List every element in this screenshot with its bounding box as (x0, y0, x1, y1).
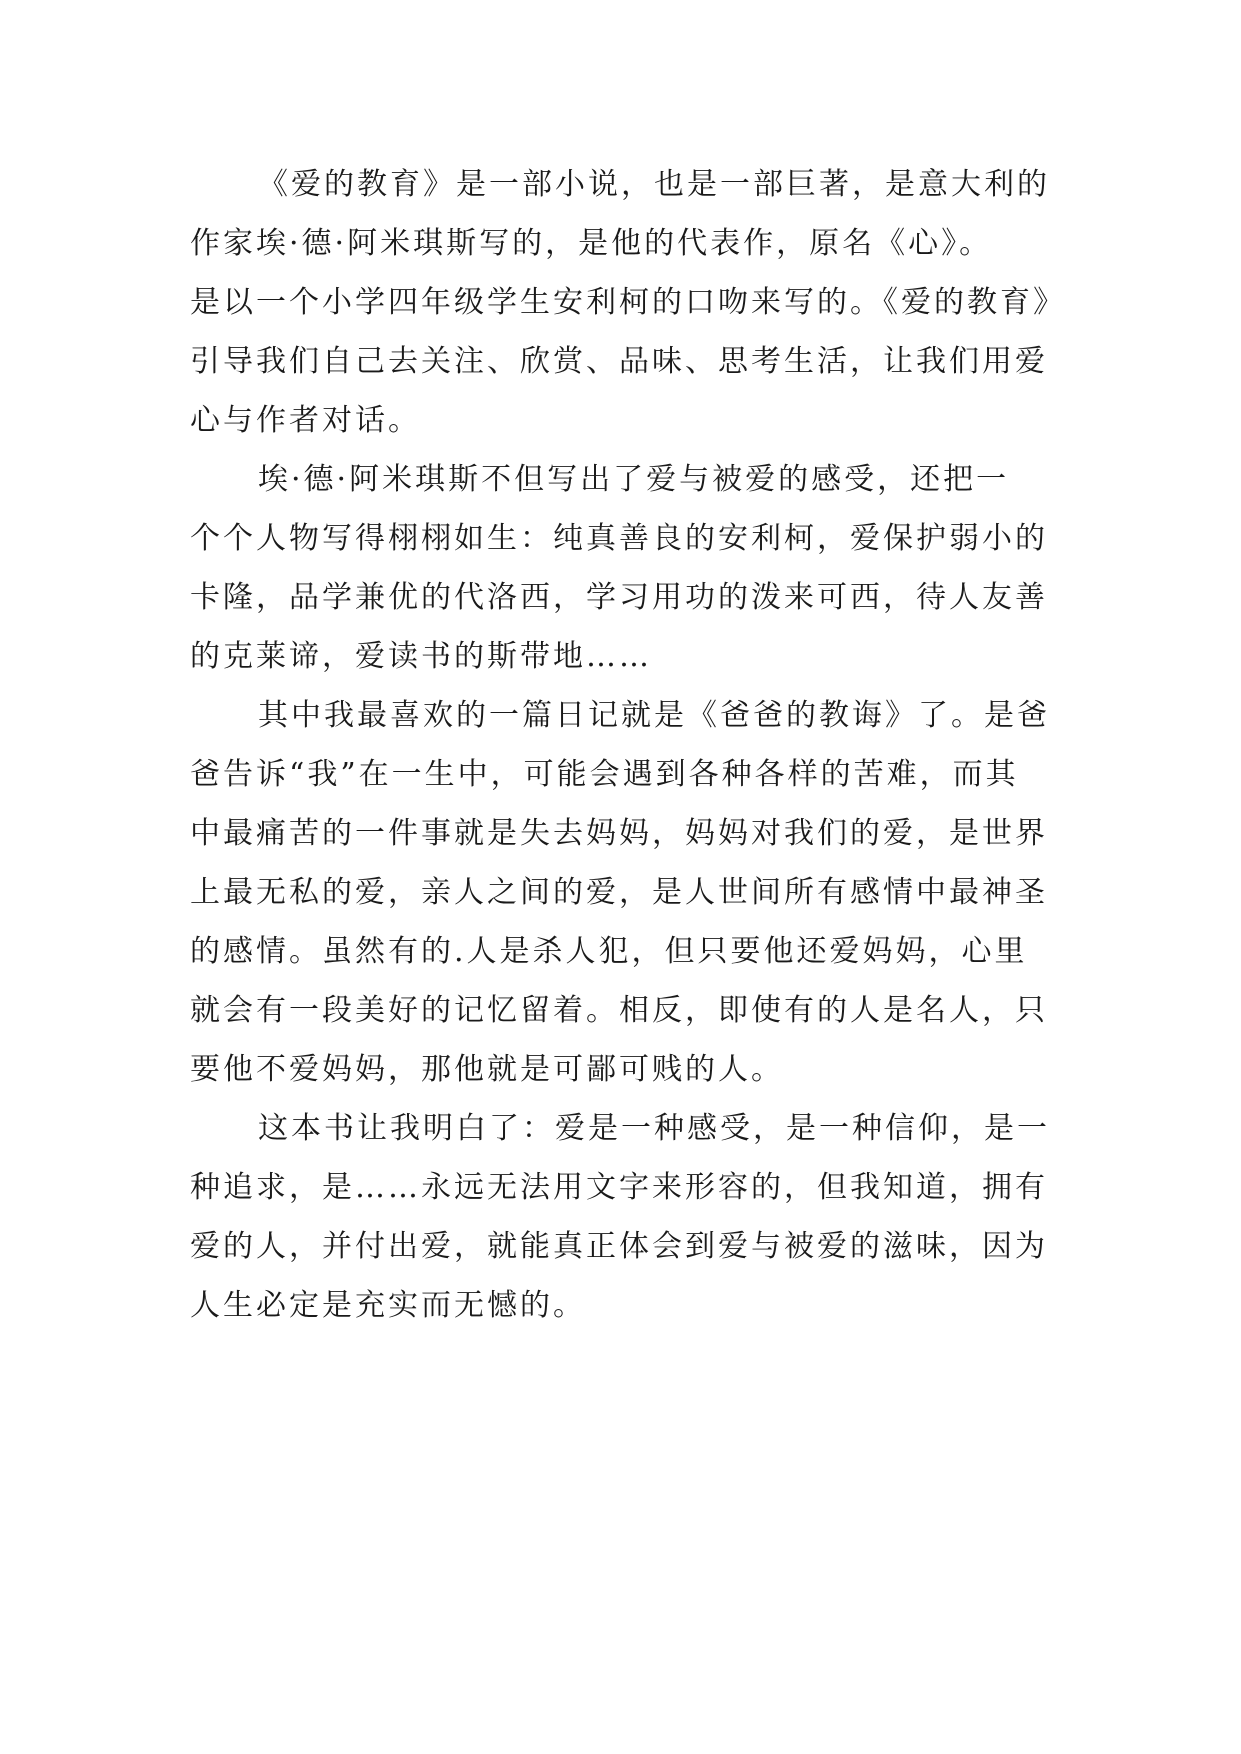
text-line: 的感情。虽然有的.人是杀人犯，但只要他还爱妈妈，心里 (190, 934, 1028, 969)
paragraph-3 (190, 686, 1070, 1099)
text-line: 种追求，是……永远无法用文字来形容的，但我知道，拥有 (190, 1170, 1048, 1205)
text-line: 的克莱谛，爱读书的斯带地…… (190, 639, 652, 674)
text-line: 引导我们自己去关注、欣赏、品味、思考生活，让我们用爱 (190, 344, 1048, 379)
text-line: 人生必定是充实而无憾的。 (190, 1288, 586, 1323)
paragraph-4 (190, 1099, 1070, 1335)
paragraph-1 (190, 155, 1070, 450)
text-line: 其中我最喜欢的一篇日记就是《爸爸的教诲》了。是爸 (258, 698, 1050, 733)
text-line: 作家埃·德·阿米琪斯写的，是他的代表作，原名《心》。 (190, 226, 993, 261)
text-line: 就会有一段美好的记忆留着。相反，即使有的人是名人，只 (190, 993, 1048, 1028)
text-line: 上最无私的爱，亲人之间的爱，是人世间所有感情中最神圣 (190, 875, 1048, 910)
text-line: 爱的人，并付出爱，就能真正体会到爱与被爱的滋味，因为 (190, 1229, 1048, 1264)
text-line: 埃·德·阿米琪斯不但写出了爱与被爱的感受，还把一 (258, 462, 1010, 497)
text-line: 心与作者对话。 (190, 403, 421, 438)
text-line: 卡隆，品学兼优的代洛西，学习用功的泼来可西，待人友善 (190, 580, 1048, 615)
text-line: 个个人物写得栩栩如生：纯真善良的安利柯，爱保护弱小的 (190, 521, 1048, 556)
text-line: 中最痛苦的一件事就是失去妈妈，妈妈对我们的爱，是世界 (190, 816, 1048, 851)
text-line: 这本书让我明白了：爱是一种感受，是一种信仰，是一 (258, 1111, 1050, 1146)
paragraph-2 (190, 450, 1070, 686)
essay-body (190, 155, 1070, 1335)
text-line: 是以一个小学四年级学生安利柯的口吻来写的。《爱的教育》 (190, 285, 1066, 320)
text-line: 要他不爱妈妈，那他就是可鄙可贱的人。 (190, 1052, 784, 1087)
text-line: 《爱的教育》是一部小说，也是一部巨著，是意大利的 (258, 167, 1050, 202)
text-line: 爸告诉“我”在一生中，可能会遇到各种各样的苦难，而其 (190, 757, 1019, 792)
